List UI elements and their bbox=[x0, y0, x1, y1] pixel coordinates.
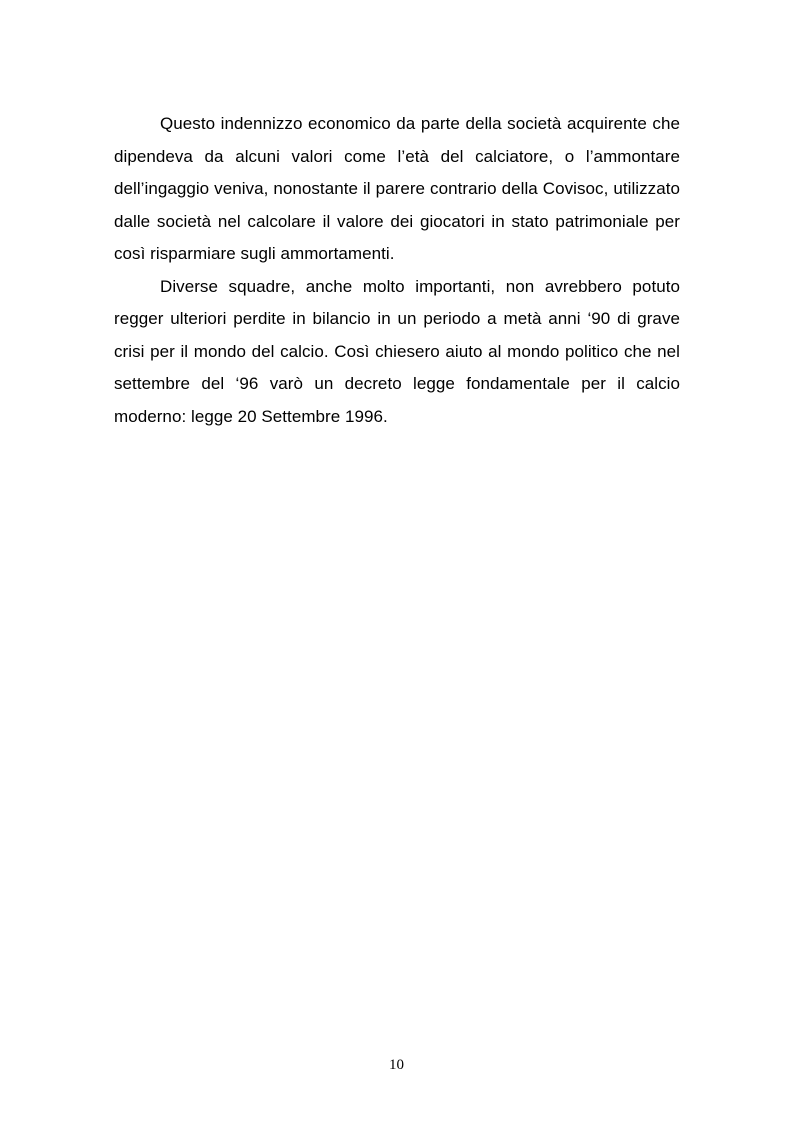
body-text bbox=[114, 108, 680, 433]
paragraph-indennizzo: Questo indennizzo economico da parte della società acquirente che dipendeva da alcuni valori come l’età del calciatore, o l’ammontare dell’ingaggio veniva, nonostante il parere contrario della Covisoc, utilizzato dalle società nel calcolare il valore dei giocatori in stato patrimoniale per così risparmiare sugli ammortamenti. bbox=[114, 114, 680, 263]
page-number: 10 bbox=[389, 1057, 404, 1073]
paragraph-squadre: Diverse squadre, anche molto importanti, non avrebbero potuto regger ulteriori perdite in bilancio in un periodo a metà anni ‘90 di grave crisi per il mondo del calcio. Così chiesero aiuto al mondo politico che nel settembre del ‘96 varò un decreto legge fondamentale per il calcio moderno: legge 20 Settembre 1996. bbox=[114, 276, 680, 426]
